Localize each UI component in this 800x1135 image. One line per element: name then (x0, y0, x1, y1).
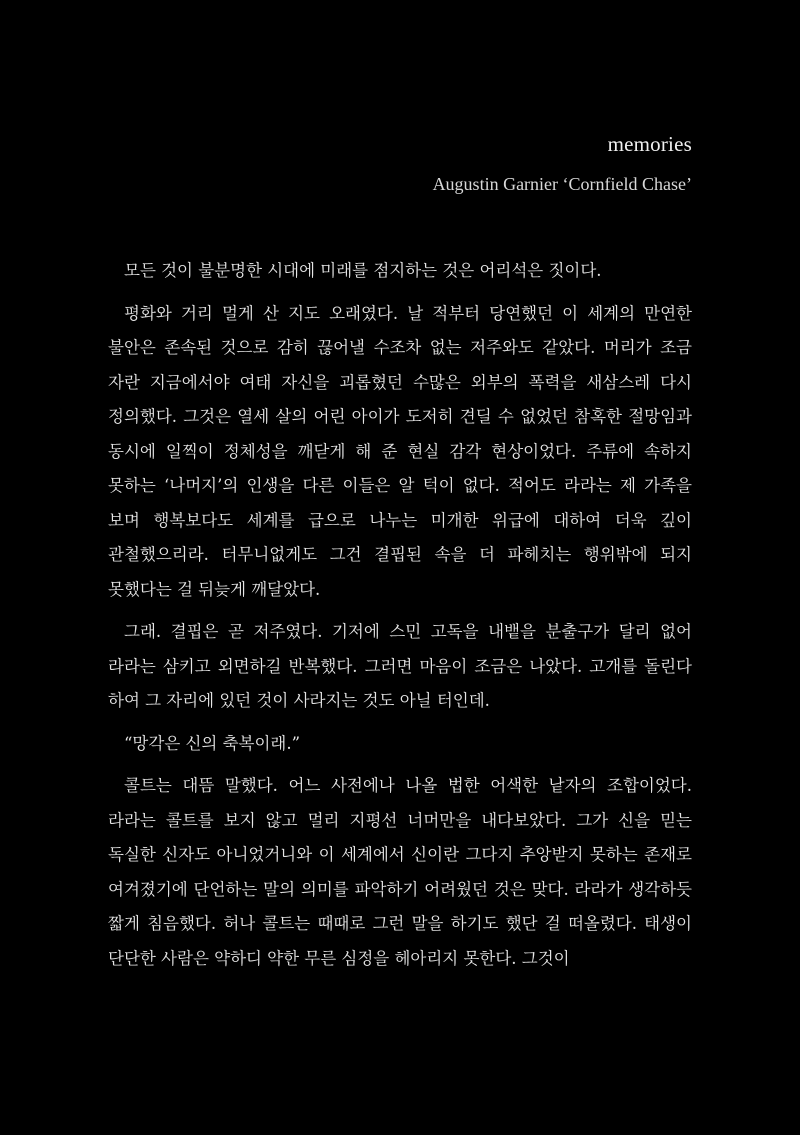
document-subtitle: Augustin Garnier ‘Cornfield Chase’ (432, 174, 692, 194)
paragraph: 평화와 거리 멀게 산 지도 오래였다. 날 적부터 당연했던 이 세계의 만연한 불안은 존속된 것으로 감히 끊어낼 수조차 없는 저주와도 같았다. 머리가 조금 자란 지금에서야 여태 자신을 괴롭혔던 수많은 외부의 폭력을 새삼스레 다시 정의했다. 그것은 열세 살의 어린 아이가 도저히 견딜 수 없었던 참혹한 절망임과 동시에 일찍이 정체성을 깨닫게 해 준 현실 감각 현상이었다. 주류에 속하지 못하는 ‘나머지’의 인생을 다른 이들은 알 턱이 없다. 적어도 라라는 제 가족을 보며 행복보다도 세계를 급으로 나누는 미개한 위급에 대하여 더욱 깊이 관철했으리라. 터무니없게도 그건 결핍된 속을 더 파헤치는 행위밖에 되지 못했다는 걸 뒤늦게 깨달았다. (108, 303, 692, 599)
paragraph: “망각은 신의 축복이래.” (124, 733, 301, 753)
body-text (108, 254, 692, 984)
paragraph: 그래. 결핍은 곧 저주였다. 기저에 스민 고독을 내뱉을 분출구가 달리 없어 라라는 삼키고 외면하길 반복했다. 그러면 마음이 조금은 나았다. 고개를 돌린다 하여 그 자리에 있던 것이 사라지는 것도 아닐 터인데. (108, 622, 692, 710)
paragraph: 모든 것이 불분명한 시대에 미래를 점지하는 것은 어리석은 짓이다. (124, 261, 602, 280)
document-title: memories (607, 132, 692, 156)
paragraph: 콜트는 대뜸 말했다. 어느 사전에나 나올 법한 어색한 낱자의 조합이었다. 라라는 콜트를 보지 않고 멀리 지평선 너머만을 내다보았다. 그가 신을 믿는 독실한 신자도 아니었거니와 이 세계에서 신이란 그다지 추앙받지 못하는 존재로 여겨졌기에 단언하는 말의 의미를 파악하기 어려웠던 것은 맞다. 라라가 생각하듯 짧게 침음했다. 허나 콜트는 때때로 그런 말을 하기도 했단 걸 떠올렸다. 태생이 단단한 사람은 약하디 약한 무른 심정을 헤아리지 못한다. 그것이 (108, 776, 692, 968)
